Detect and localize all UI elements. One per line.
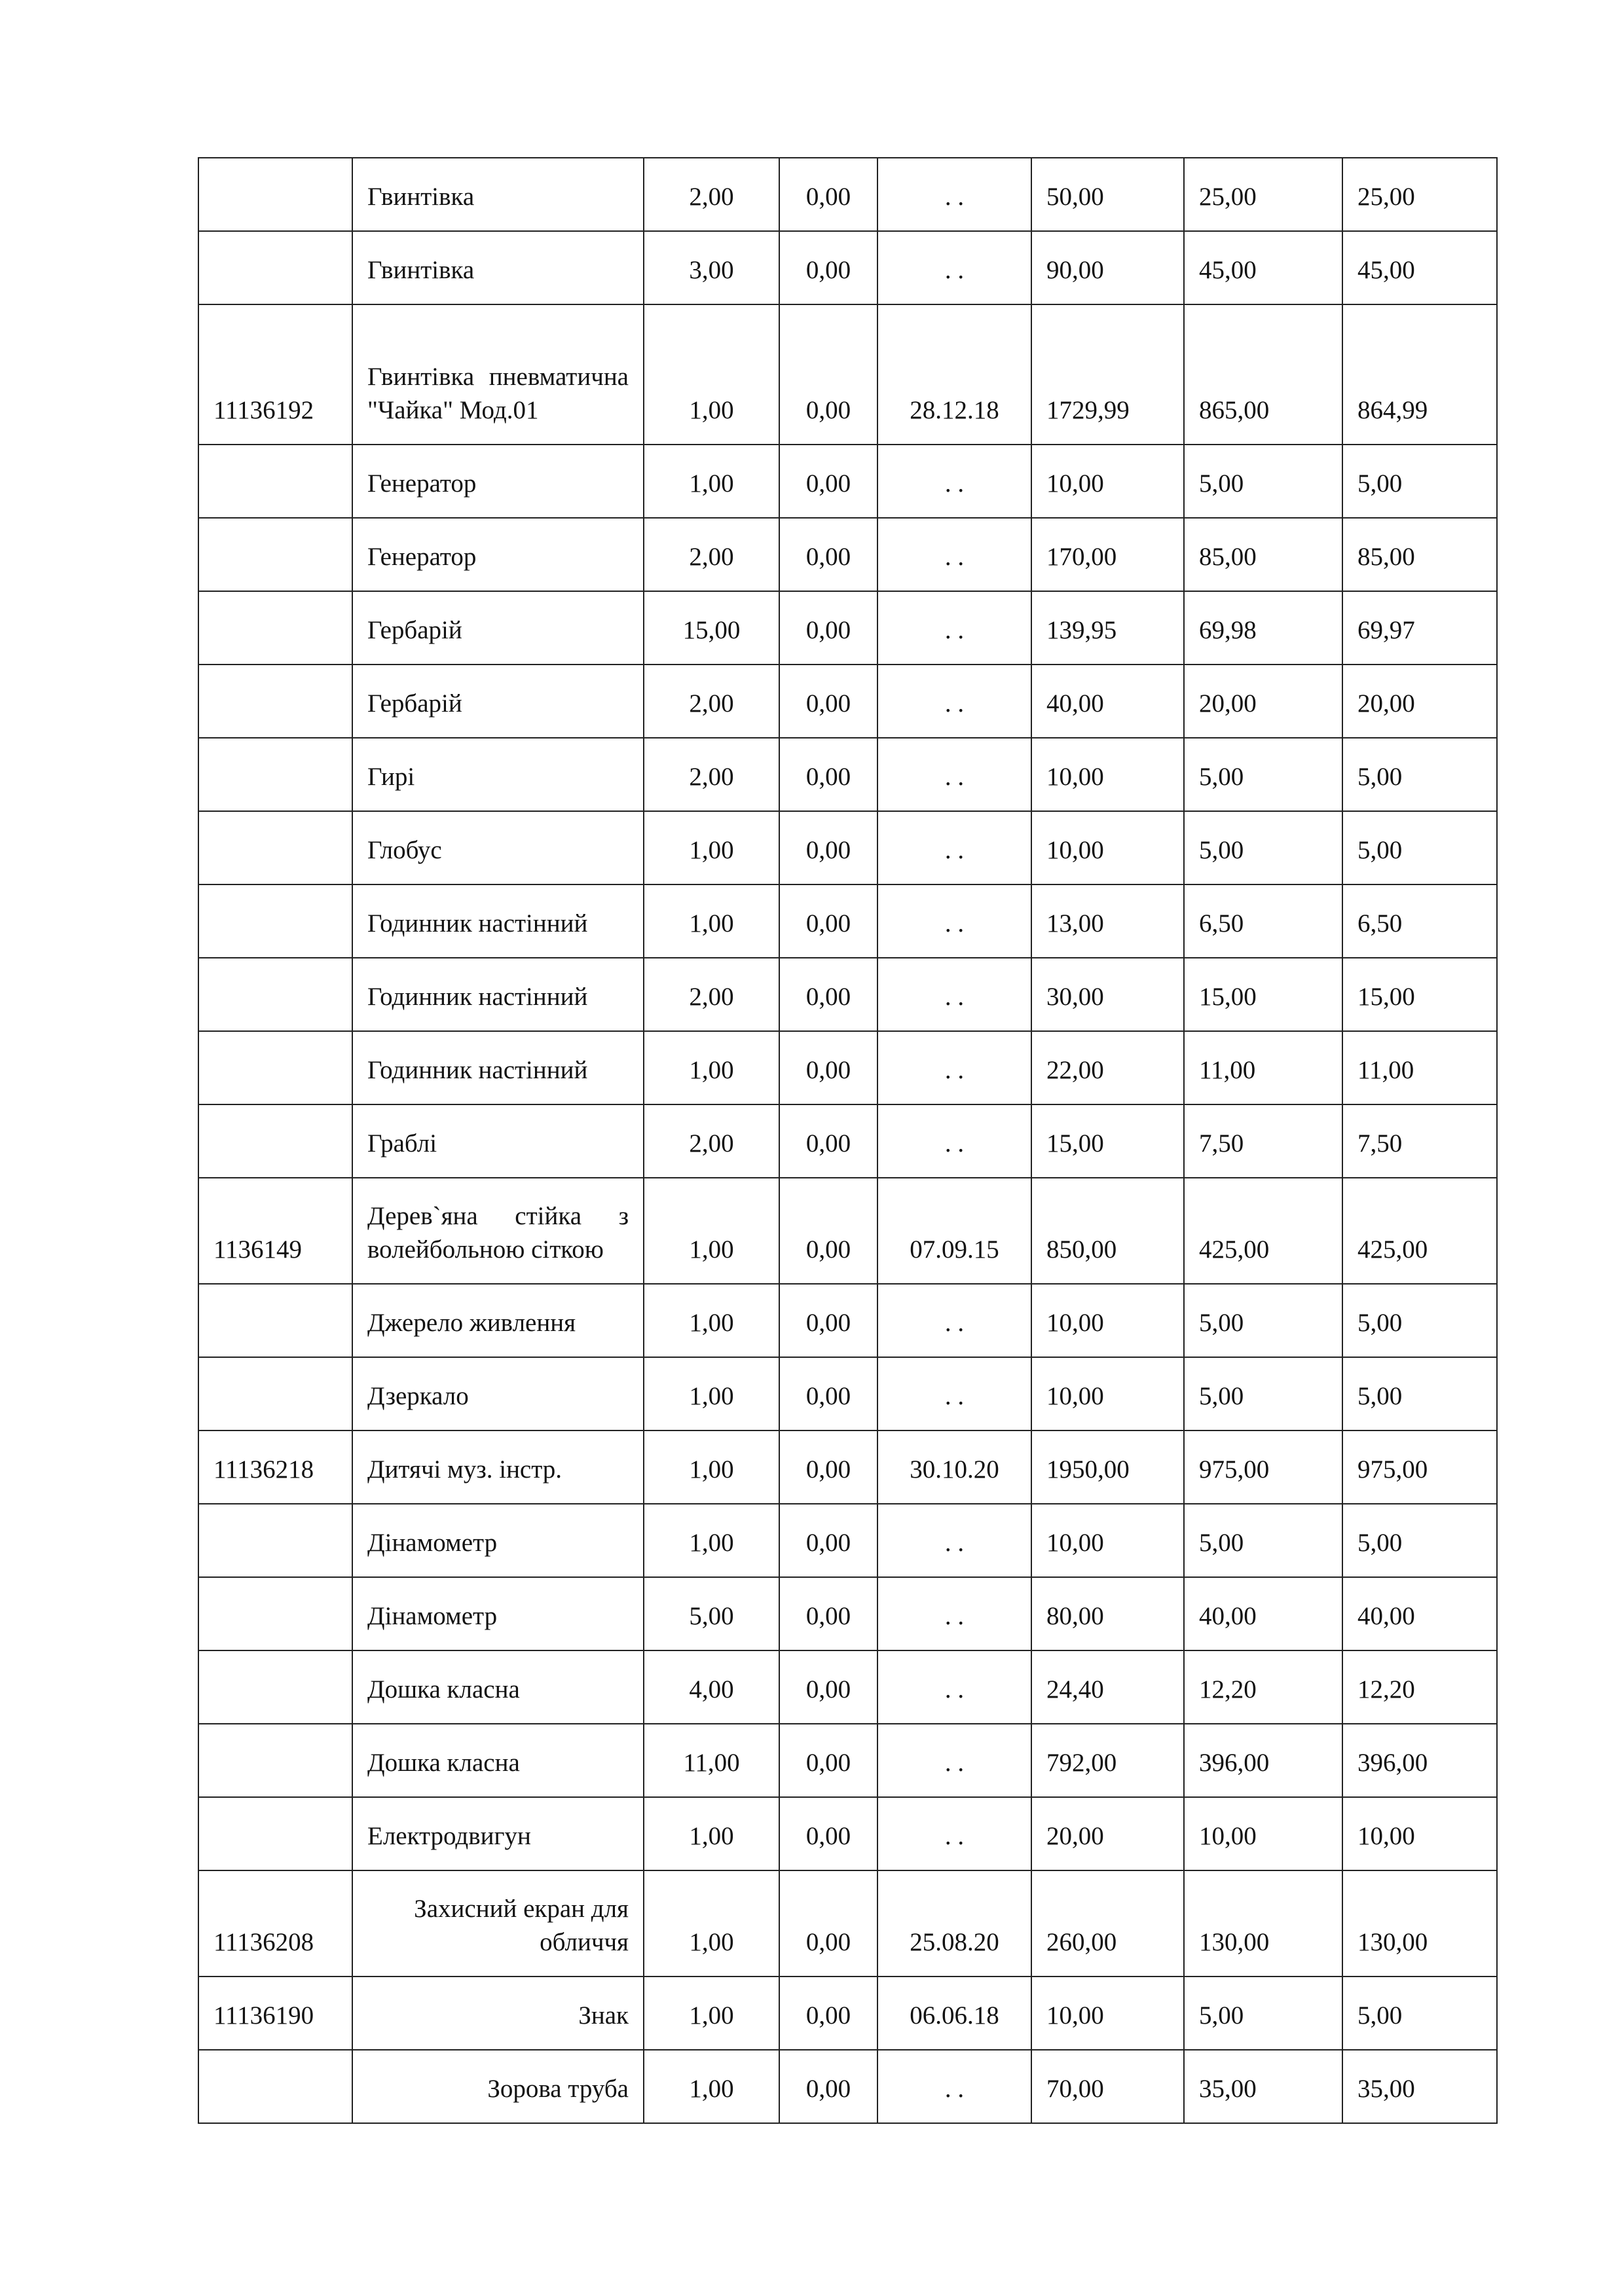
inventory-code-cell (198, 1104, 352, 1178)
item-name-cell: Зорова труба (352, 2050, 644, 2123)
quantity-cell: 1,00 (644, 2050, 779, 2123)
residual-value-cell: 5,00 (1342, 1284, 1497, 1357)
inventory-code-cell (198, 445, 352, 518)
cost-cell: 792,00 (1031, 1724, 1184, 1797)
inventory-body (198, 158, 1497, 2123)
cost-cell: 20,00 (1031, 1797, 1184, 1870)
zero-value-cell: 0,00 (779, 1104, 877, 1178)
half-value-cell: 425,00 (1184, 1178, 1342, 1284)
date-cell: 07.09.15 (877, 1178, 1031, 1284)
item-name-cell: Дошка класна (352, 1650, 644, 1724)
quantity-cell: 2,00 (644, 665, 779, 738)
half-value-cell: 130,00 (1184, 1870, 1342, 1977)
residual-value-cell: 40,00 (1342, 1577, 1497, 1650)
residual-value-cell: 5,00 (1342, 1977, 1497, 2050)
residual-value-cell: 12,20 (1342, 1650, 1497, 1724)
zero-value-cell: 0,00 (779, 1797, 877, 1870)
cost-cell: 850,00 (1031, 1178, 1184, 1284)
zero-value-cell: 0,00 (779, 1650, 877, 1724)
half-value-cell: 975,00 (1184, 1430, 1342, 1504)
inventory-code-cell (198, 1797, 352, 1870)
table-row (198, 884, 1497, 958)
date-cell: 28.12.18 (877, 304, 1031, 445)
zero-value-cell: 0,00 (779, 445, 877, 518)
cost-cell: 1729,99 (1031, 304, 1184, 445)
zero-value-cell: 0,00 (779, 591, 877, 665)
half-value-cell: 25,00 (1184, 158, 1342, 231)
date-cell: . . (877, 1357, 1031, 1430)
quantity-cell: 1,00 (644, 1178, 779, 1284)
zero-value-cell: 0,00 (779, 1870, 877, 1977)
inventory-code-cell (198, 1724, 352, 1797)
cost-cell: 10,00 (1031, 1284, 1184, 1357)
half-value-cell: 35,00 (1184, 2050, 1342, 2123)
zero-value-cell: 0,00 (779, 1577, 877, 1650)
residual-value-cell: 7,50 (1342, 1104, 1497, 1178)
quantity-cell: 1,00 (644, 1430, 779, 1504)
item-name-cell: Годинник настінний (352, 958, 644, 1031)
zero-value-cell: 0,00 (779, 304, 877, 445)
residual-value-cell: 864,99 (1342, 304, 1497, 445)
residual-value-cell: 975,00 (1342, 1430, 1497, 1504)
inventory-code-cell (198, 158, 352, 231)
inventory-code-cell (198, 1650, 352, 1724)
item-name-cell: Годинник настінний (352, 884, 644, 958)
cost-cell: 80,00 (1031, 1577, 1184, 1650)
inventory-table (198, 157, 1498, 2124)
quantity-cell: 3,00 (644, 231, 779, 304)
date-cell: . . (877, 1284, 1031, 1357)
table-row (198, 445, 1497, 518)
date-cell: 06.06.18 (877, 1977, 1031, 2050)
date-cell: . . (877, 1504, 1031, 1577)
half-value-cell: 6,50 (1184, 884, 1342, 958)
table-row (198, 1104, 1497, 1178)
zero-value-cell: 0,00 (779, 1031, 877, 1104)
residual-value-cell: 5,00 (1342, 1357, 1497, 1430)
quantity-cell: 2,00 (644, 1104, 779, 1178)
half-value-cell: 40,00 (1184, 1577, 1342, 1650)
residual-value-cell: 130,00 (1342, 1870, 1497, 1977)
item-name-cell: Глобус (352, 811, 644, 884)
half-value-cell: 865,00 (1184, 304, 1342, 445)
cost-cell: 15,00 (1031, 1104, 1184, 1178)
table-row (198, 1357, 1497, 1430)
cost-cell: 30,00 (1031, 958, 1184, 1031)
zero-value-cell: 0,00 (779, 884, 877, 958)
half-value-cell: 5,00 (1184, 1284, 1342, 1357)
zero-value-cell: 0,00 (779, 1357, 877, 1430)
half-value-cell: 20,00 (1184, 665, 1342, 738)
cost-cell: 10,00 (1031, 1504, 1184, 1577)
residual-value-cell: 20,00 (1342, 665, 1497, 738)
cost-cell: 10,00 (1031, 738, 1184, 811)
cost-cell: 90,00 (1031, 231, 1184, 304)
date-cell: . . (877, 445, 1031, 518)
inventory-code-cell (198, 518, 352, 591)
date-cell: . . (877, 1650, 1031, 1724)
date-cell: . . (877, 1724, 1031, 1797)
half-value-cell: 5,00 (1184, 1357, 1342, 1430)
inventory-code-cell (198, 1284, 352, 1357)
residual-value-cell: 45,00 (1342, 231, 1497, 304)
inventory-code-cell (198, 1031, 352, 1104)
item-name-cell: Дінамометр (352, 1504, 644, 1577)
half-value-cell: 10,00 (1184, 1797, 1342, 1870)
table-row (198, 591, 1497, 665)
cost-cell: 10,00 (1031, 445, 1184, 518)
item-name-cell: Гирі (352, 738, 644, 811)
quantity-cell: 1,00 (644, 1031, 779, 1104)
table-row (198, 231, 1497, 304)
cost-cell: 1950,00 (1031, 1430, 1184, 1504)
residual-value-cell: 425,00 (1342, 1178, 1497, 1284)
cost-cell: 40,00 (1031, 665, 1184, 738)
table-row (198, 1430, 1497, 1504)
residual-value-cell: 11,00 (1342, 1031, 1497, 1104)
quantity-cell: 1,00 (644, 1284, 779, 1357)
cost-cell: 10,00 (1031, 811, 1184, 884)
quantity-cell: 1,00 (644, 811, 779, 884)
quantity-cell: 1,00 (644, 1870, 779, 1977)
date-cell: . . (877, 811, 1031, 884)
residual-value-cell: 69,97 (1342, 591, 1497, 665)
item-name-cell: Дзеркало (352, 1357, 644, 1430)
inventory-code-cell (198, 1504, 352, 1577)
half-value-cell: 5,00 (1184, 738, 1342, 811)
table-row (198, 811, 1497, 884)
table-row (198, 1178, 1497, 1284)
inventory-code-cell: 11136218 (198, 1430, 352, 1504)
table-row (198, 1031, 1497, 1104)
cost-cell: 139,95 (1031, 591, 1184, 665)
item-name-cell: Дінамометр (352, 1577, 644, 1650)
residual-value-cell: 5,00 (1342, 811, 1497, 884)
zero-value-cell: 0,00 (779, 2050, 877, 2123)
table-row (198, 2050, 1497, 2123)
table-row (198, 738, 1497, 811)
date-cell: . . (877, 231, 1031, 304)
quantity-cell: 5,00 (644, 1577, 779, 1650)
quantity-cell: 1,00 (644, 1797, 779, 1870)
quantity-cell: 1,00 (644, 1977, 779, 2050)
inventory-code-cell (198, 1577, 352, 1650)
date-cell: . . (877, 1797, 1031, 1870)
date-cell: . . (877, 884, 1031, 958)
item-name-cell: Годинник настінний (352, 1031, 644, 1104)
half-value-cell: 85,00 (1184, 518, 1342, 591)
inventory-code-cell: 11136190 (198, 1977, 352, 2050)
cost-cell: 13,00 (1031, 884, 1184, 958)
item-name-cell: Знак (352, 1977, 644, 2050)
residual-value-cell: 25,00 (1342, 158, 1497, 231)
quantity-cell: 11,00 (644, 1724, 779, 1797)
table-row (198, 1870, 1497, 1977)
table-row (198, 1504, 1497, 1577)
table-row (198, 1577, 1497, 1650)
item-name-cell: Генератор (352, 518, 644, 591)
date-cell: . . (877, 1031, 1031, 1104)
half-value-cell: 5,00 (1184, 445, 1342, 518)
half-value-cell: 5,00 (1184, 811, 1342, 884)
date-cell: . . (877, 1577, 1031, 1650)
zero-value-cell: 0,00 (779, 518, 877, 591)
date-cell: . . (877, 738, 1031, 811)
quantity-cell: 15,00 (644, 591, 779, 665)
date-cell: 25.08.20 (877, 1870, 1031, 1977)
residual-value-cell: 15,00 (1342, 958, 1497, 1031)
cost-cell: 10,00 (1031, 1357, 1184, 1430)
table-row (198, 958, 1497, 1031)
residual-value-cell: 396,00 (1342, 1724, 1497, 1797)
quantity-cell: 2,00 (644, 158, 779, 231)
quantity-cell: 1,00 (644, 1504, 779, 1577)
inventory-code-cell (198, 591, 352, 665)
inventory-code-cell: 11136208 (198, 1870, 352, 1977)
table-row (198, 665, 1497, 738)
item-name-cell: Гвинтівка пневматична "Чайка" Мод.01 (352, 304, 644, 445)
quantity-cell: 4,00 (644, 1650, 779, 1724)
zero-value-cell: 0,00 (779, 738, 877, 811)
residual-value-cell: 5,00 (1342, 445, 1497, 518)
inventory-code-cell (198, 884, 352, 958)
date-cell: . . (877, 2050, 1031, 2123)
half-value-cell: 396,00 (1184, 1724, 1342, 1797)
table-row (198, 304, 1497, 445)
date-cell: . . (877, 158, 1031, 231)
date-cell: . . (877, 518, 1031, 591)
inventory-code-cell (198, 958, 352, 1031)
inventory-code-cell (198, 738, 352, 811)
quantity-cell: 1,00 (644, 1357, 779, 1430)
item-name-cell: Граблі (352, 1104, 644, 1178)
cost-cell: 50,00 (1031, 158, 1184, 231)
quantity-cell: 1,00 (644, 304, 779, 445)
inventory-code-cell (198, 1357, 352, 1430)
table-row (198, 1977, 1497, 2050)
residual-value-cell: 10,00 (1342, 1797, 1497, 1870)
residual-value-cell: 85,00 (1342, 518, 1497, 591)
item-name-cell: Гербарій (352, 591, 644, 665)
table-row (198, 1284, 1497, 1357)
item-name-cell: Електродвигун (352, 1797, 644, 1870)
half-value-cell: 5,00 (1184, 1977, 1342, 2050)
cost-cell: 170,00 (1031, 518, 1184, 591)
date-cell: 30.10.20 (877, 1430, 1031, 1504)
table-row (198, 1724, 1497, 1797)
zero-value-cell: 0,00 (779, 1284, 877, 1357)
quantity-cell: 2,00 (644, 518, 779, 591)
item-name-cell: Гвинтівка (352, 158, 644, 231)
item-name-cell: Захисний екран для обличчя (352, 1870, 644, 1977)
table-row (198, 1650, 1497, 1724)
item-name-cell: Дитячі муз. інстр. (352, 1430, 644, 1504)
zero-value-cell: 0,00 (779, 158, 877, 231)
zero-value-cell: 0,00 (779, 231, 877, 304)
half-value-cell: 7,50 (1184, 1104, 1342, 1178)
cost-cell: 70,00 (1031, 2050, 1184, 2123)
zero-value-cell: 0,00 (779, 1430, 877, 1504)
inventory-code-cell: 11136192 (198, 304, 352, 445)
item-name-cell: Дошка класна (352, 1724, 644, 1797)
inventory-code-cell (198, 811, 352, 884)
inventory-code-cell (198, 231, 352, 304)
half-value-cell: 45,00 (1184, 231, 1342, 304)
zero-value-cell: 0,00 (779, 1977, 877, 2050)
zero-value-cell: 0,00 (779, 1178, 877, 1284)
zero-value-cell: 0,00 (779, 1724, 877, 1797)
quantity-cell: 2,00 (644, 738, 779, 811)
zero-value-cell: 0,00 (779, 1504, 877, 1577)
inventory-code-cell (198, 665, 352, 738)
quantity-cell: 2,00 (644, 958, 779, 1031)
zero-value-cell: 0,00 (779, 811, 877, 884)
quantity-cell: 1,00 (644, 884, 779, 958)
residual-value-cell: 6,50 (1342, 884, 1497, 958)
table-row (198, 518, 1497, 591)
cost-cell: 260,00 (1031, 1870, 1184, 1977)
inventory-code-cell (198, 2050, 352, 2123)
cost-cell: 10,00 (1031, 1977, 1184, 2050)
item-name-cell: Гвинтівка (352, 231, 644, 304)
date-cell: . . (877, 1104, 1031, 1178)
item-name-cell: Гербарій (352, 665, 644, 738)
half-value-cell: 12,20 (1184, 1650, 1342, 1724)
inventory-code-cell: 1136149 (198, 1178, 352, 1284)
date-cell: . . (877, 958, 1031, 1031)
residual-value-cell: 35,00 (1342, 2050, 1497, 2123)
half-value-cell: 11,00 (1184, 1031, 1342, 1104)
residual-value-cell: 5,00 (1342, 738, 1497, 811)
zero-value-cell: 0,00 (779, 665, 877, 738)
item-name-cell: Дерев`яна стійка з волейбольною сіткою (352, 1178, 644, 1284)
half-value-cell: 69,98 (1184, 591, 1342, 665)
table-row (198, 1797, 1497, 1870)
date-cell: . . (877, 665, 1031, 738)
half-value-cell: 5,00 (1184, 1504, 1342, 1577)
cost-cell: 22,00 (1031, 1031, 1184, 1104)
table-row (198, 158, 1497, 231)
item-name-cell: Джерело живлення (352, 1284, 644, 1357)
date-cell: . . (877, 591, 1031, 665)
item-name-cell: Генератор (352, 445, 644, 518)
zero-value-cell: 0,00 (779, 958, 877, 1031)
quantity-cell: 1,00 (644, 445, 779, 518)
half-value-cell: 15,00 (1184, 958, 1342, 1031)
cost-cell: 24,40 (1031, 1650, 1184, 1724)
residual-value-cell: 5,00 (1342, 1504, 1497, 1577)
